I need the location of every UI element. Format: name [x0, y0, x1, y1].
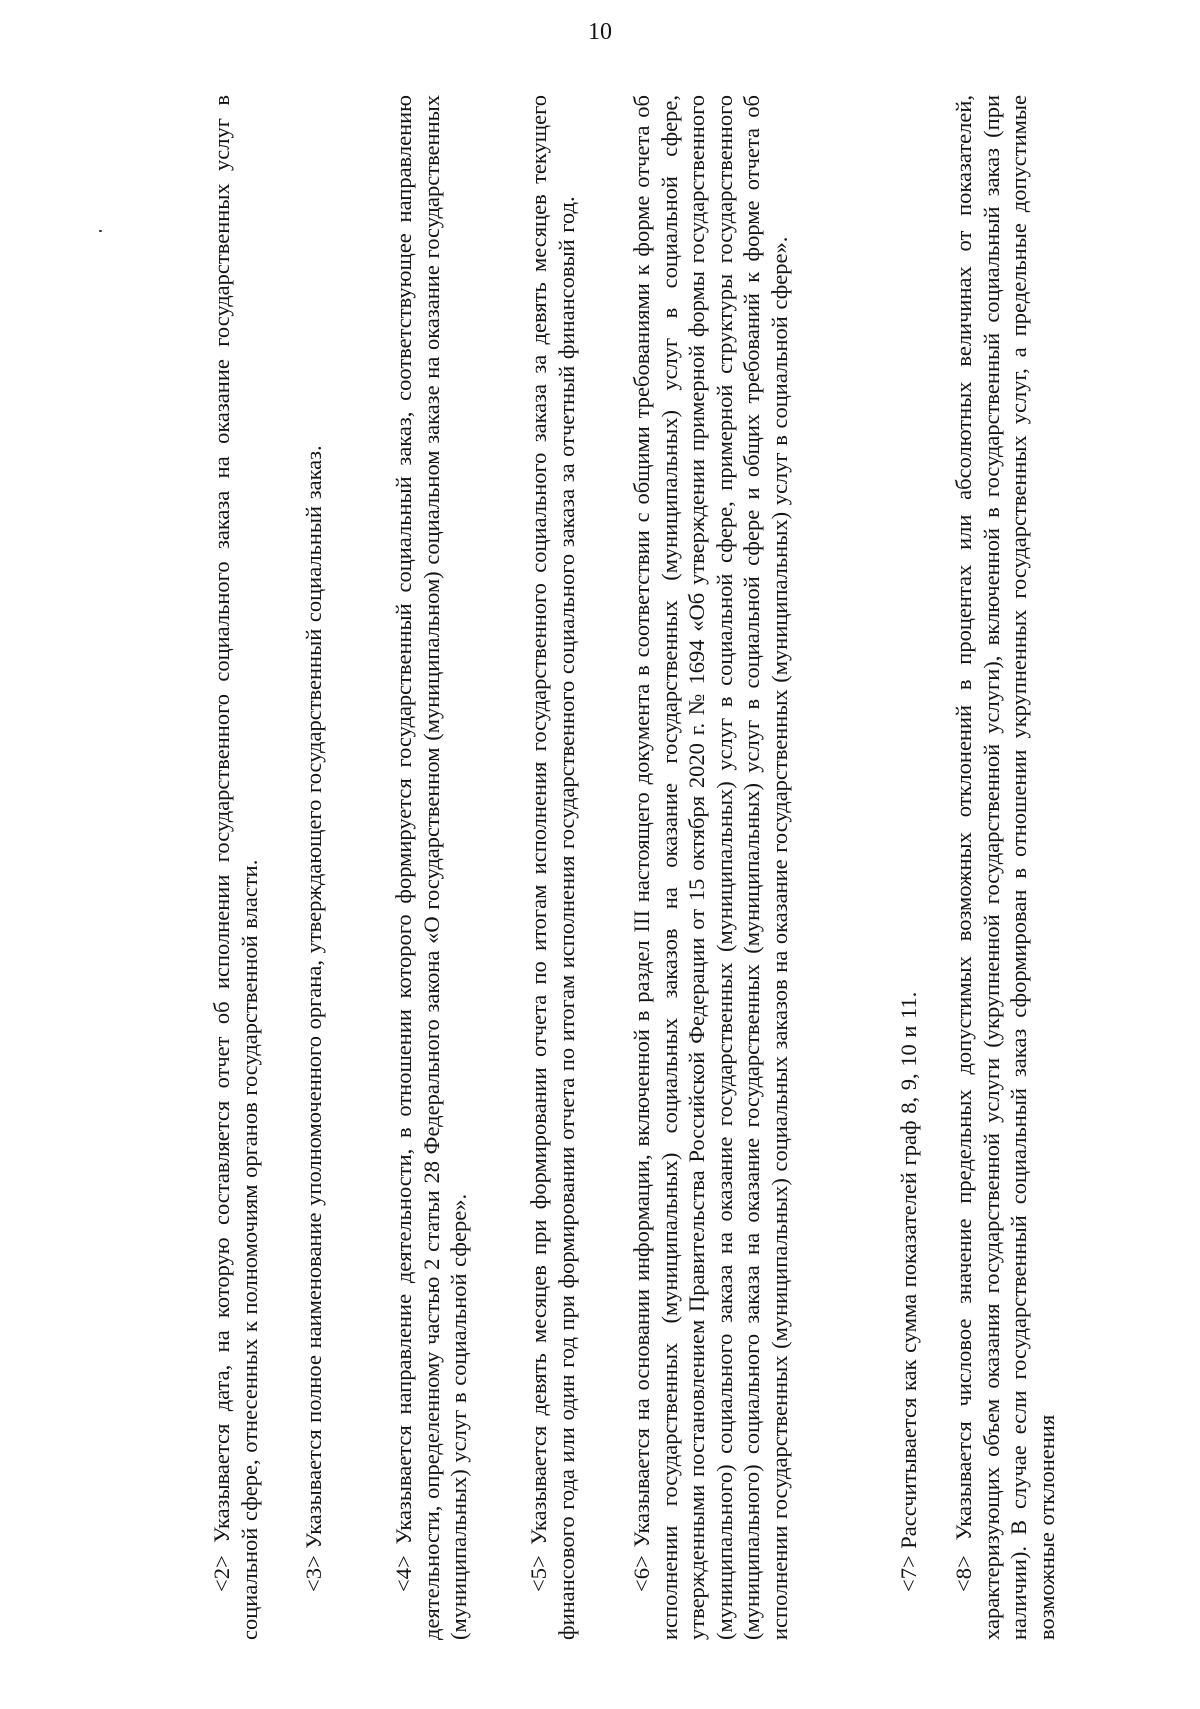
- footnote-3: [300, 95, 328, 1640]
- footnote-marker: <6>: [629, 1555, 654, 1592]
- footnote-text: Указывается дата, на которую составляется отчет об исполнении государственного социального заказа на оказание государственных услуг в социальной сфере, отнесенных к полномочиям органов государственной власти.: [209, 95, 262, 1640]
- footnote-6: [628, 95, 793, 1640]
- footnote-5: [525, 95, 580, 1640]
- footnote-text: Указывается девять месяцев при формировании отчета по итогам исполнения государственного социального заказа за девять месяцев текущего финансового года или один год при формировании отчета по итогам исполнения государственного социального заказа за отчетный финансовый год.: [526, 94, 579, 1640]
- footnote-marker: <5>: [526, 1555, 551, 1592]
- footnote-2: [208, 95, 263, 1640]
- page-number: 10: [588, 19, 612, 45]
- scan-speck: [99, 230, 102, 232]
- footnote-4: [390, 95, 473, 1640]
- footnote-text: Указывается на основании информации, включенной в раздел III настоящего документа в соответствии с общими требованиями к форме отчета об исполнении государственных (муниципальных) социальных заказов на оказание государственных (муниципальных) услуг в социальной сфере, утвержденными постановлением Правительства Российской Федерации от 15 октября 2020 г. № 1694 «Об утверждении примерной формы государственного (муниципального) социального заказа на оказание государственных (муниципальных) услуг в социальной сфере, примерной структуры государственного (муниципального) социального заказа на оказание государственных (муниципальных) услуг в социальной сфере и общих требований к форме отчета об исполнении государственных (муниципальных) социальных заказов на оказание государственных (муниципальных) услуг в социальной сфере».: [629, 95, 792, 1640]
- footnote-marker: <8>: [951, 1555, 976, 1592]
- footnote-7: [895, 95, 923, 1640]
- footnote-8: [950, 95, 1060, 1640]
- footnote-text: Рассчитывается как сумма показателей граф 8, 9, 10 и 11.: [896, 991, 921, 1549]
- footnote-marker: <7>: [896, 1555, 921, 1592]
- footnote-marker: <4>: [391, 1555, 416, 1592]
- footnote-text: Указывается полное наименование уполномоченного органа, утверждающего государственный социальный заказ.: [301, 445, 326, 1549]
- rotated-page-body: [160, 95, 1100, 1640]
- footnote-text: Указывается направление деятельности, в отношении которого формируется государственный социальный заказ, соответствующее направлению деятельности, определенному частью 2 статьи 28 Федерального закона «О государственном (муниципальном) социальном заказе на оказание государственных (муниципальных) услуг в социальной сфере».: [391, 95, 471, 1640]
- footnote-marker: <2>: [209, 1555, 234, 1592]
- footnote-marker: <3>: [301, 1555, 326, 1592]
- footnote-text: Указывается числовое значение предельных допустимых возможных отклонений в процентах или абсолютных величинах от показателей, характеризующих объем оказания государственной услуги (укрупненной государственной услуги), включенной в государственный социальный заказ (при наличии). В случае если государственный социальный заказ сформирован в отношении укрупненных государственных услуг, а предельные допустимые возможные отклонения: [951, 95, 1059, 1640]
